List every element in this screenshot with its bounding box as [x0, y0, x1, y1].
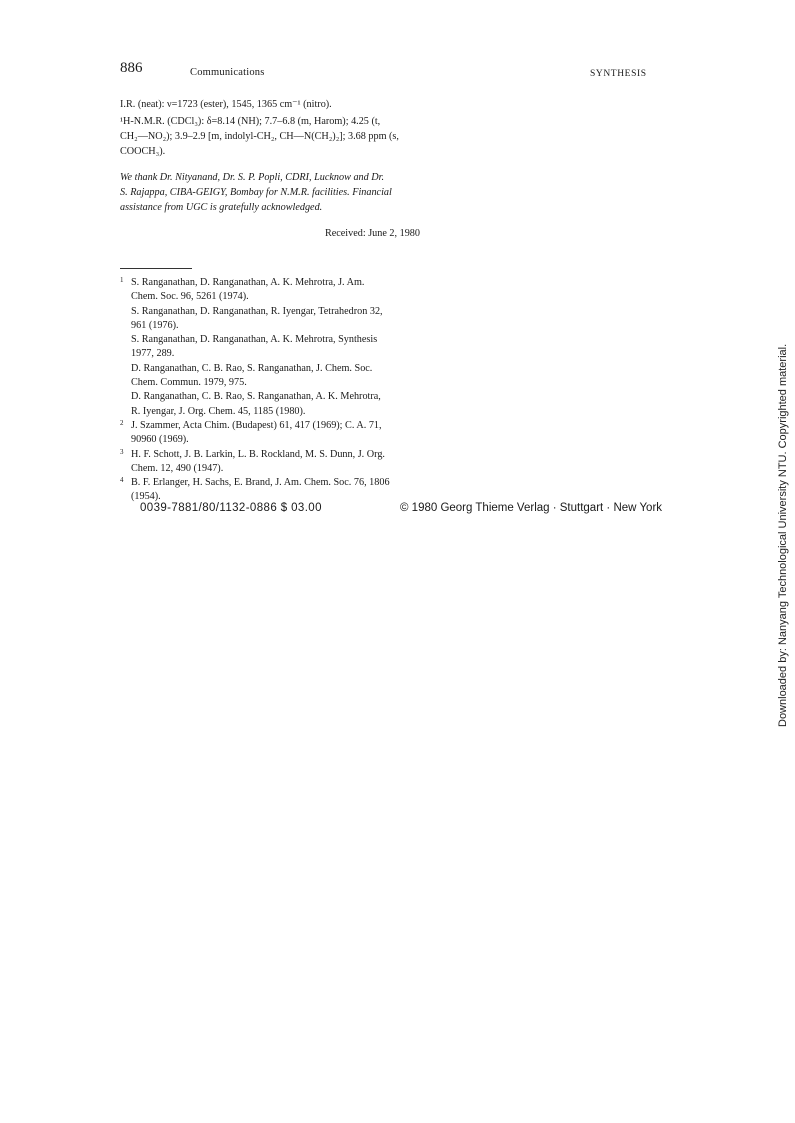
reference-line — [120, 433, 420, 447]
reference-text: Chem. 12, 490 (1947). — [131, 462, 224, 474]
reference-line — [120, 290, 420, 304]
reference-number: 3 — [120, 447, 124, 456]
acknowledgement-line: assistance from UGC is gratefully acknowledged. — [120, 202, 323, 213]
page-number: 886 — [120, 60, 143, 76]
reference-number: 2 — [120, 418, 124, 427]
nmr-data-line: COOCH₃). — [120, 146, 166, 157]
reference-text: 961 (1976). — [131, 319, 179, 331]
reference-text: H. F. Schott, J. B. Larkin, L. B. Rockland, M. S. Dunn, J. Org. — [131, 448, 385, 460]
reference-text: R. Iyengar, J. Org. Chem. 45, 1185 (1980). — [131, 405, 306, 417]
download-watermark: Downloaded by: Nanyang Technological University NTU. Copyrighted material. — [777, 343, 789, 727]
reference-text: D. Ranganathan, C. B. Rao, S. Ranganathan, J. Chem. Soc. — [131, 362, 373, 374]
reference-text: S. Ranganathan, D. Ranganathan, A. K. Mehrotra, J. Am. — [131, 277, 365, 288]
references-divider — [120, 268, 192, 269]
article-code: 0039-7881/80/1132-0886 $ 03.00 — [140, 502, 322, 514]
reference-text: J. Szammer, Acta Chim. (Budapest) 61, 417 (1969); C. A. 71, — [131, 419, 382, 431]
reference-text: Chem. Soc. 96, 5261 (1974). — [131, 291, 249, 303]
copyright-notice: © 1980 Georg Thieme Verlag · Stuttgart · New York — [400, 502, 663, 514]
reference-line — [120, 419, 420, 433]
journal-section-title: Communications — [190, 67, 265, 78]
reference-line — [120, 305, 420, 319]
acknowledgement-line: S. Rajappa, CIBA-GEIGY, Bombay for N.M.R. facilities. Financial — [120, 187, 392, 198]
reference-text: 1977, 289. — [131, 348, 175, 360]
reference-line — [120, 390, 420, 404]
reference-line — [120, 476, 420, 490]
reference-text: S. Ranganathan, D. Ranganathan, R. Iyengar, Tetrahedron 32, — [131, 305, 383, 317]
reference-line — [120, 333, 420, 347]
received-date: Received: June 2, 1980 — [324, 228, 420, 239]
reference-text: B. F. Erlanger, H. Sachs, E. Brand, J. Am. Chem. Soc. 76, 1806 — [131, 477, 390, 489]
reference-line — [120, 347, 420, 361]
reference-line — [120, 362, 420, 376]
reference-number: 1 — [120, 276, 124, 284]
reference-text: S. Ranganathan, D. Ranganathan, A. K. Mehrotra, Synthesis — [131, 334, 378, 346]
acknowledgement — [120, 170, 420, 215]
reference-text: 90960 (1969). — [131, 434, 189, 446]
reference-text: D. Ranganathan, C. B. Rao, S. Ranganathan, A. K. Mehrotra, — [131, 391, 381, 403]
reference-line — [120, 405, 420, 419]
references-list — [120, 276, 420, 505]
reference-text: Chem. Commun. 1979, 975. — [131, 377, 247, 389]
spectral-data — [120, 97, 420, 159]
reference-line — [120, 276, 420, 290]
reference-number: 4 — [120, 476, 124, 485]
reference-line — [120, 376, 420, 390]
journal-name: SYNTHESIS — [590, 69, 647, 79]
acknowledgement-line: We thank Dr. Nityanand, Dr. S. P. Popli, CDRI, Lucknow and Dr. — [120, 172, 385, 183]
nmr-data-line: ¹H-N.M.R. (CDCl₃): δ=8.14 (NH); 7.7–6.8 (m, Harom); 4.25 (t, — [120, 116, 381, 127]
reference-line — [120, 448, 420, 462]
reference-line — [120, 319, 420, 333]
ir-data-line: I.R. (neat): ν=1723 (ester), 1545, 1365 cm⁻¹ (nitro). — [120, 99, 332, 110]
nmr-data-line: CH₂—NO₂); 3.9–2.9 [m, indolyl-CH₂, CH—N(CH₂)₂]; 3.68 ppm (s, — [120, 131, 399, 142]
reference-text: (1954). — [131, 491, 161, 503]
reference-line — [120, 462, 420, 476]
